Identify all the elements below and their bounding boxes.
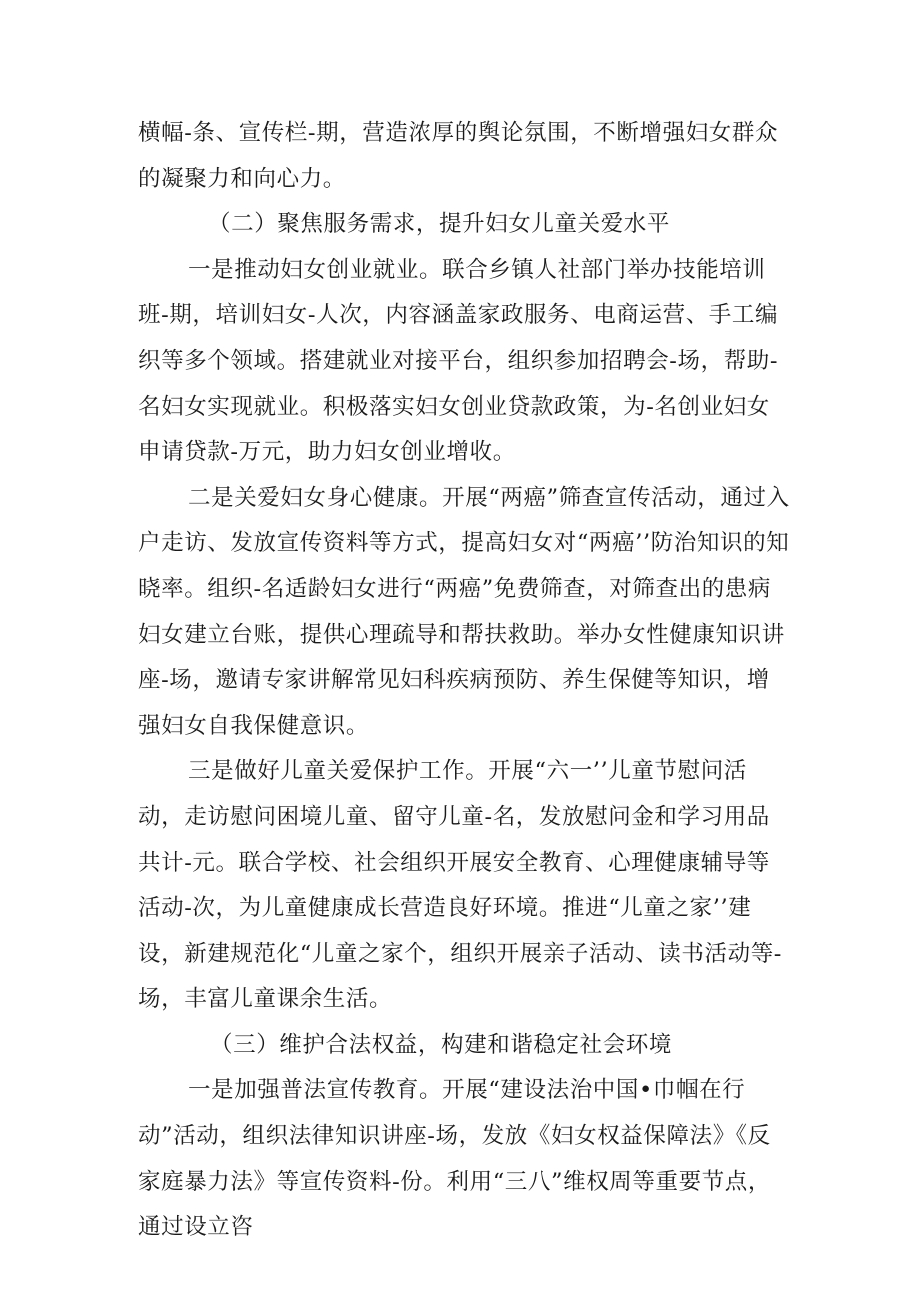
paragraph-child-care: 三是做好儿童关爱保护工作。开展“六一’’儿童节慰问活动，走访慰问困境儿童、留守儿童-名，发放慰问金和学习用品共计-元。联合学校、社会组织开展安全教育、心理健康辅导等活动-次，为儿童健康成长营造良好环境。推进“儿童之家’’建设，新建规范化“儿童之家个，组织开展亲子活动、读书活动等-场，丰富儿童课余生活。 [138, 758, 783, 1013]
paragraph-legal-education: 一是加强普法宣传教育。开展“建设法治中国•巾帼在行动”活动，组织法律知识讲座-场，发放《妇女权益保障法》《反家庭暴力法》等宣传资料-份。利用“三八”维权周等重要节点，通过设立咨 [138, 1077, 772, 1241]
paragraph-employment: 一是推动妇女创业就业。联合乡镇人社部门举办技能培训班-期，培训妇女-人次，内容涵盖家政服务、电商运营、手工编织等多个领域。搭建就业对接平台，组织参加招聘会-场，帮助-名妇女实现就业。积极落实妇女创业贷款政策，为-名创业妇女申请贷款-万元，助力妇女创业增收。 [138, 256, 779, 466]
section-heading-3: （三）维护合法权益，构建和谐稳定社会环境 [210, 1031, 673, 1058]
section-heading-2: （二）聚焦服务需求，提升妇女儿童关爱水平 [208, 211, 671, 238]
paragraph-continuation: 横幅-条、宣传栏-期，营造浓厚的舆论氛围，不断增强妇女群众的凝聚力和向心力。 [138, 120, 779, 192]
document-body [138, 111, 790, 1251]
paragraph-health: 二是关爱妇女身心健康。开展“两癌”筛查宣传活动，通过入户走访、发放宣传资料等方式，提高妇女对“两癌’’防治知识的知晓率。组织-名适龄妇女进行“两癌”免费筛查，对筛查出的患病妇女建立台账，提供心理疏导和帮扶救助。举办女性健康知识讲座-场，邀请专家讲解常见妇科疾病预防、养生保健等知识，增强妇女自我保健意识。 [138, 484, 790, 739]
